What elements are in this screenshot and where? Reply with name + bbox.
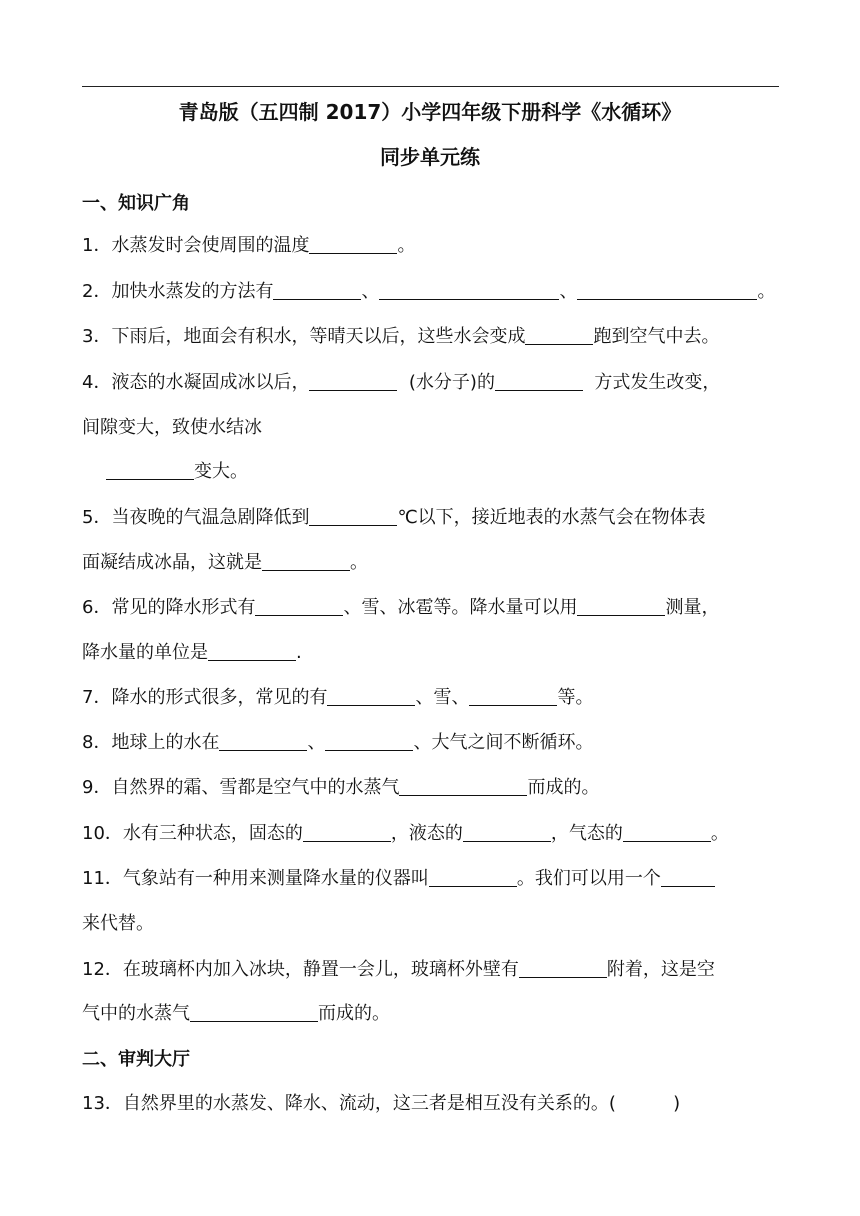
answer-blank[interactable]: [309, 505, 397, 526]
page-subtitle: 同步单元练: [380, 145, 480, 169]
question-4: 4．液态的水凝固成冰以后， (水分子)的 方式发生改变，: [82, 372, 721, 393]
question-4-line-2: 间隙变大，致使水结冰: [82, 417, 262, 438]
question-5: 5．当夜晚的气温急剧降低到 ℃以下，接近地表的水蒸气会在物体表: [82, 507, 706, 528]
question-9: 9．自然界的霜、雪都是空气中的水蒸气 而成的。: [82, 777, 600, 798]
question-4-line-3: 变大。: [106, 459, 248, 485]
question-10: 10．水有三种状态，固态的 ，液态的 ，气态的 。: [82, 823, 729, 844]
answer-blank[interactable]: [303, 821, 391, 842]
answer-blank[interactable]: [577, 595, 665, 616]
question-12: 12．在玻璃杯内加入冰块，静置一会儿，玻璃杯外壁有 附着，这是空: [82, 959, 715, 980]
answer-blank[interactable]: [219, 730, 307, 751]
answer-blank[interactable]: [379, 279, 559, 300]
section-heading-1: 一、知识广角: [82, 193, 190, 214]
answer-blank[interactable]: [495, 370, 583, 391]
answer-blank[interactable]: [325, 730, 413, 751]
answer-blank[interactable]: [577, 279, 757, 300]
answer-blank[interactable]: [208, 640, 296, 661]
answer-blank[interactable]: [661, 866, 715, 887]
question-6-line-2: 降水量的单位是 .: [82, 642, 302, 663]
answer-blank[interactable]: [463, 821, 551, 842]
question-6: 6．常见的降水形式有 、雪、冰雹等。降水量可以用 测量，: [82, 597, 720, 618]
section-heading-2: 二、审判大厅: [82, 1049, 190, 1070]
question-5-line-2: 面凝结成冰晶，这就是 。: [82, 552, 368, 573]
question-12-line-2: 气中的水蒸气 而成的。: [82, 1003, 390, 1024]
question-7: 7．降水的形式很多，常见的有 、雪、 等。: [82, 687, 594, 708]
question-11: 11．气象站有一种用来测量降水量的仪器叫 。我们可以用一个: [82, 866, 715, 892]
answer-blank[interactable]: [525, 324, 593, 345]
answer-blank[interactable]: [106, 459, 194, 480]
answer-blank[interactable]: [623, 821, 711, 842]
answer-blank[interactable]: [429, 866, 517, 887]
answer-parentheses[interactable]: ( ): [608, 1093, 681, 1114]
answer-blank[interactable]: [273, 279, 361, 300]
question-3: 3．下雨后，地面会有积水，等晴天以后，这些水会变成 跑到空气中去。: [82, 326, 720, 347]
question-13: 13．自然界里的水蒸发、降水、流动，这三者是相互没有关系的。( ): [82, 1093, 681, 1114]
question-2: 2．加快水蒸发的方法有 、 、 。: [82, 281, 776, 302]
answer-blank[interactable]: [309, 233, 397, 254]
answer-blank[interactable]: [255, 595, 343, 616]
answer-blank[interactable]: [327, 685, 415, 706]
answer-blank[interactable]: [399, 775, 527, 796]
answer-blank[interactable]: [309, 370, 397, 391]
answer-blank[interactable]: [190, 1001, 318, 1022]
question-8: 8．地球上的水在 、 、大气之间不断循环。: [82, 732, 594, 753]
answer-blank[interactable]: [262, 550, 350, 571]
answer-blank[interactable]: [469, 685, 557, 706]
page-title: 青岛版（五四制 2017）小学四年级下册科学《水循环》: [178, 100, 682, 124]
header-rule: [82, 86, 779, 87]
question-11-line-2: 来代替。: [82, 913, 154, 934]
answer-blank[interactable]: [519, 957, 607, 978]
question-1: 1．水蒸发时会使周围的温度 。: [82, 235, 416, 256]
